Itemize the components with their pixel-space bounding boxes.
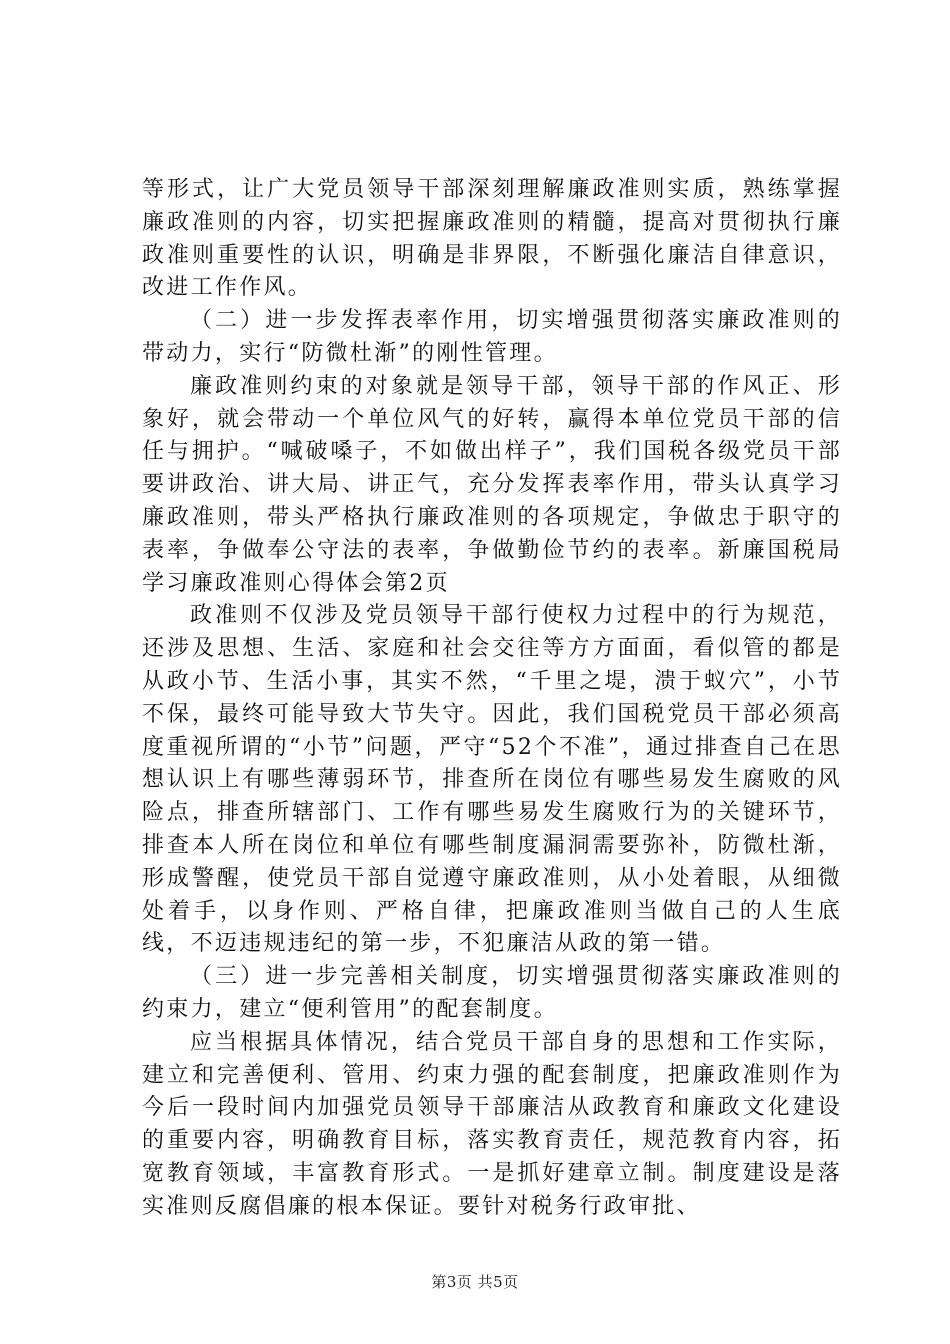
document-body [142, 174, 842, 1224]
paragraph-minor-details: 政准则不仅涉及党员领导干部行使权力过程中的行为规范，还涉及思想、生活、家庭和社会交往等方方面面，看似管的都是从政小节、生活小事，其实不然，“千里之堤，溃于蚁穴”，小节不保，最终可能导致大节失守。因此，我们国税党员干部必须高度重视所谓的“小节”问题，严守“52个不准”，通过排查自己在思想认识上有哪些薄弱环节，排查所在岗位有哪些易发生腐败的风险点，排查所辖部门、工作有哪些易发生腐败行为的关键环节，排查本人所在岗位和单位有哪些制度漏洞需要弥补，防微杜渐，形成警醒，使党员干部自觉遵守廉政准则，从小处着眼，从细微处着手，以身作则、严格自律，把廉政准则当做自己的人生底线，不迈违规违纪的第一步，不犯廉洁从政的第一错。 [142, 603, 842, 957]
paragraph-leadership-example: 廉政准则约束的对象就是领导干部，领导干部的作风正、形象好，就会带动一个单位风气的好转，赢得本单位党员干部的信任与拥护。“喊破嗓子，不如做出样子”，我们国税各级党员干部要讲政治、讲大局、讲正气，充分发挥表率作用，带头认真学习廉政准则，带头严格执行廉政准则的各项规定，争做忠于职守的表率，争做奉公守法的表率，争做勤俭节约的表率。新廉国税局学习廉政准则心得体会第2页 [142, 373, 842, 596]
paragraph-section-heading-2: （二）进一步发挥表率作用，切实增强贯彻落实廉政准则的带动力，实行“防微杜渐”的刚性管理。 [142, 308, 842, 366]
paragraph-supporting-systems: 应当根据具体情况，结合党员干部自身的思想和工作实际，建立和完善便利、管用、约束力强的配套制度，把廉政准则作为今后一段时间内加强党员领导干部廉洁从政教育和廉政文化建设的重要内容，明确教育目标，落实教育责任，规范教育内容，拓宽教育领域，丰富教育形式。一是抓好建章立制。制度建设是落实准则反腐倡廉的根本保证。要针对税务行政审批、 [142, 1029, 842, 1219]
paragraph-section-heading-3: （三）进一步完善相关制度，切实增强贯彻落实廉政准则的约束力，建立“便利管用”的配套制度。 [142, 964, 842, 1022]
page-footer: 第3页 共5页 [431, 1273, 519, 1291]
paragraph-continuation: 等形式，让广大党员领导干部深刻理解廉政准则实质，熟练掌握廉政准则的内容，切实把握廉政准则的精髓，提高对贯彻执行廉政准则重要性的认识，明确是非界限，不断强化廉洁自律意识，改进工作作风。 [142, 177, 842, 301]
